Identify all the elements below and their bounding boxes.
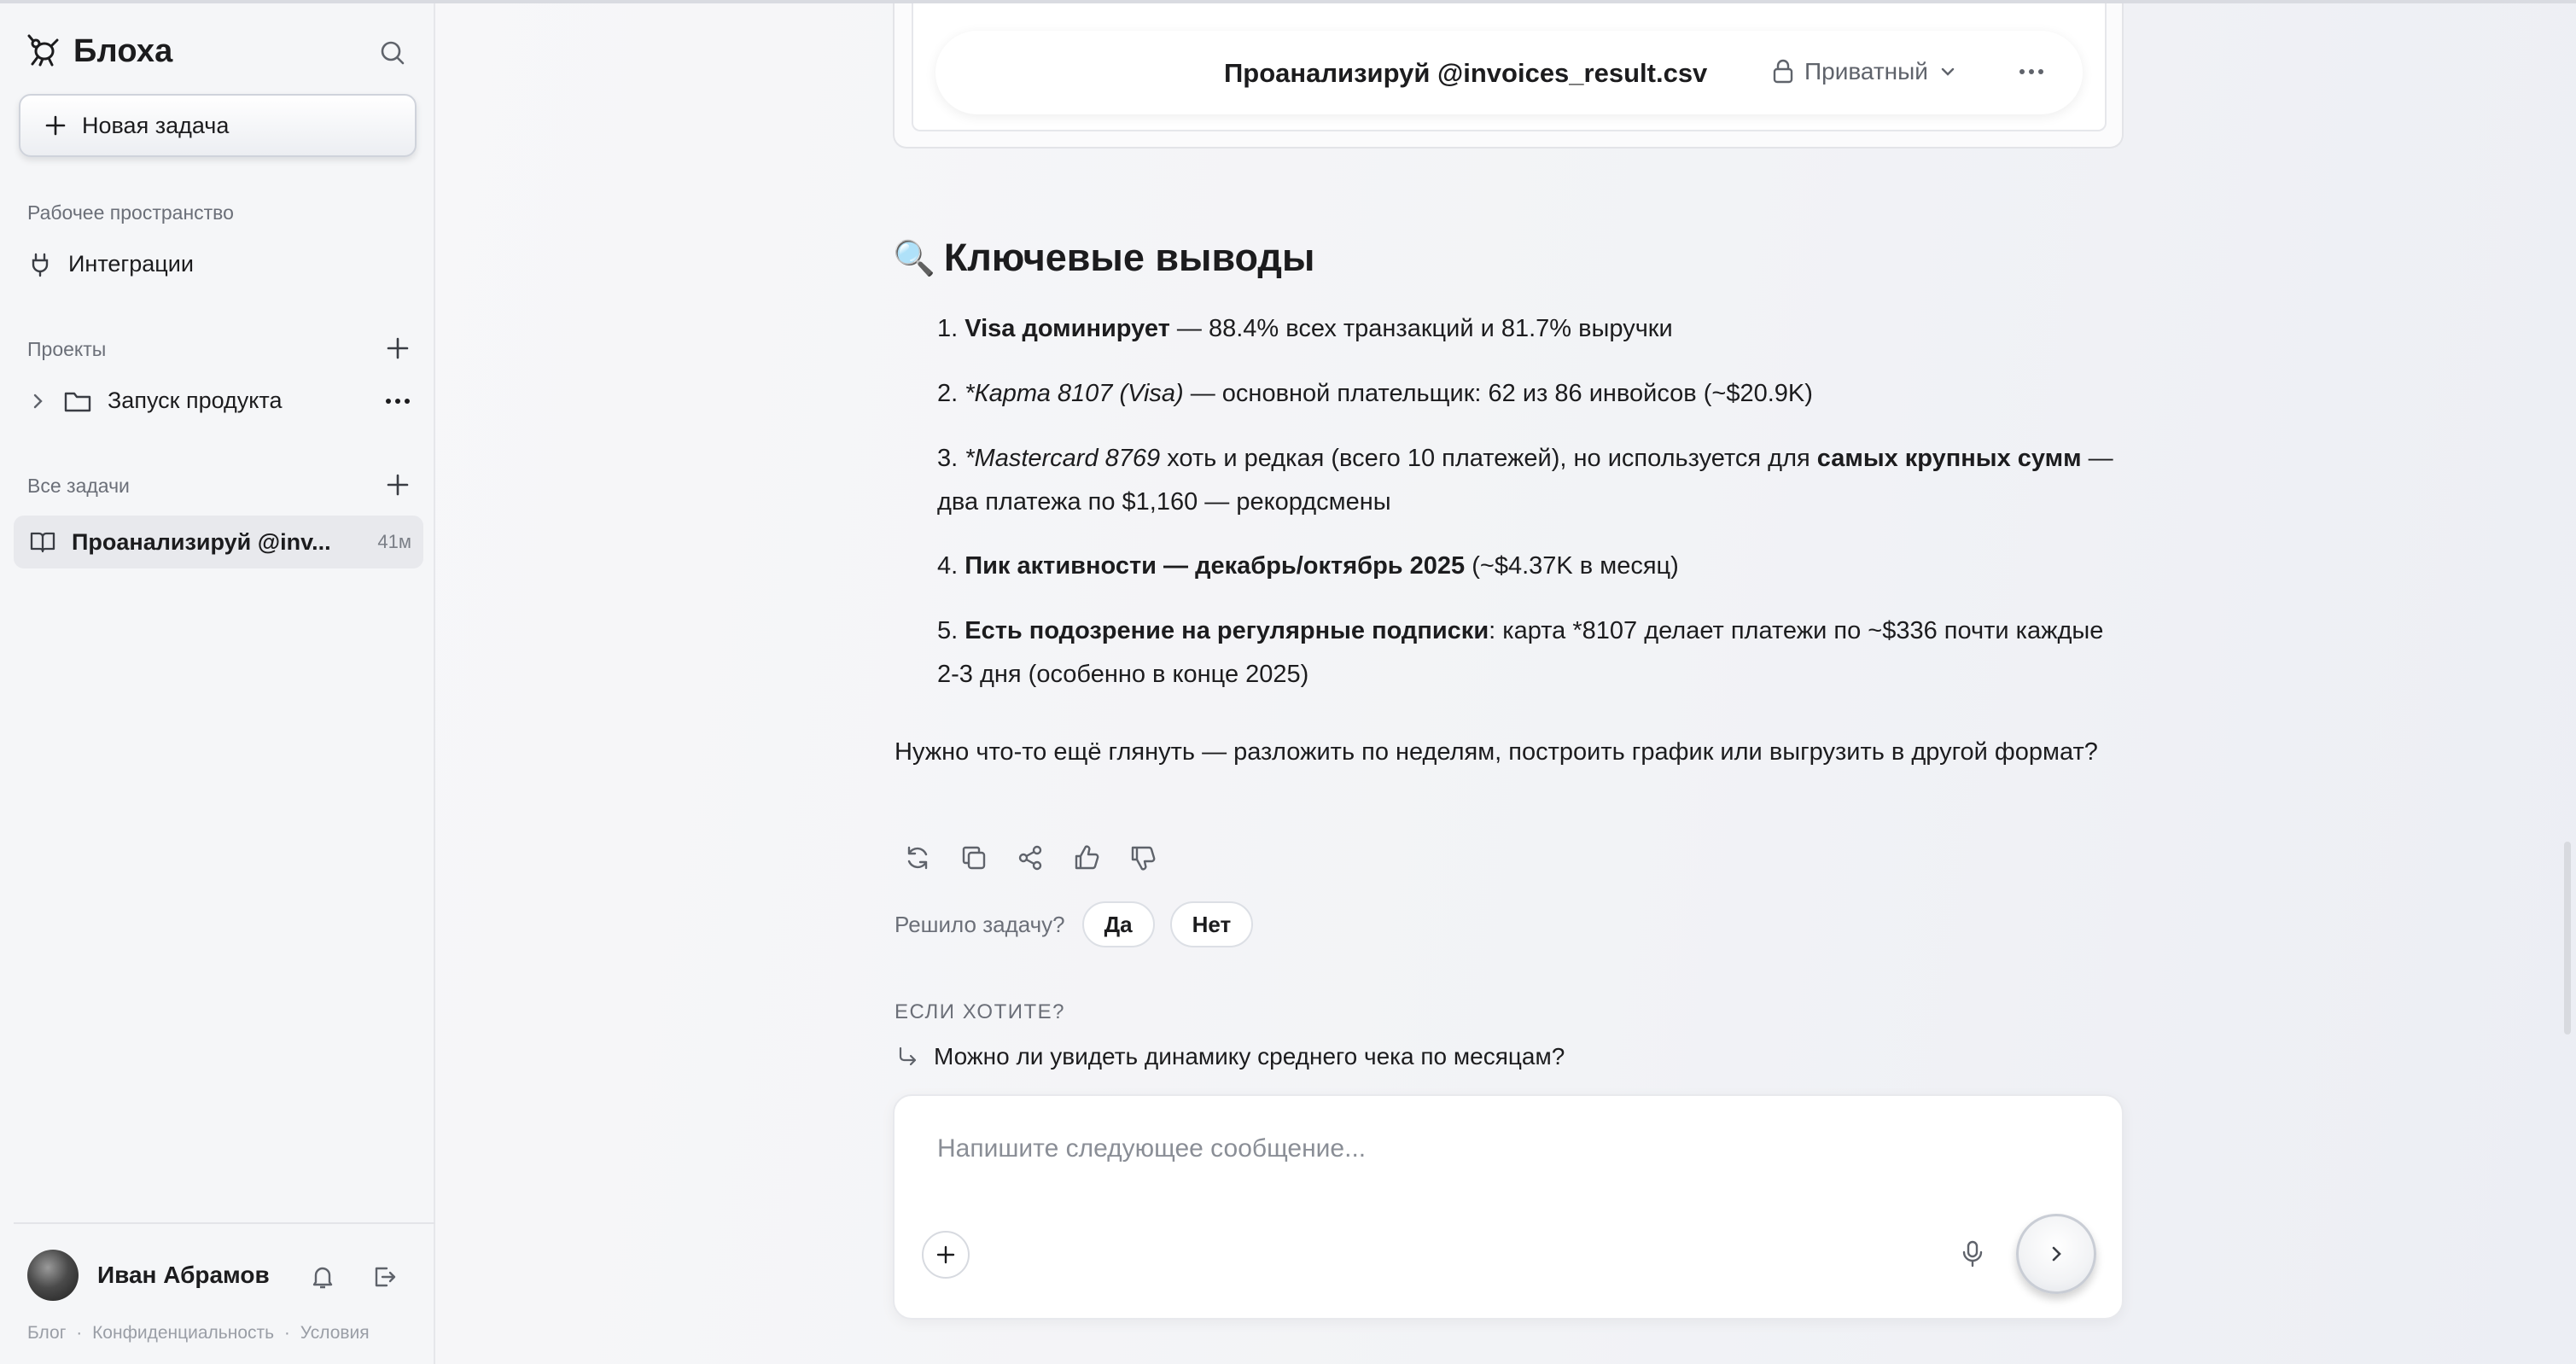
list-text: (~$4.37K в месяц) [1465, 552, 1679, 580]
new-task-button[interactable] [19, 94, 417, 157]
list-number: 1. [937, 315, 959, 342]
thumbs-up-icon[interactable] [1072, 843, 1101, 872]
heading-text: Ключевые выводы [943, 236, 1315, 279]
sidebar-divider [14, 1222, 449, 1224]
more-horizontal-icon [2018, 61, 2045, 82]
refresh-icon[interactable] [903, 843, 932, 872]
logout-icon [370, 1263, 398, 1291]
scrollbar-thumb[interactable] [2564, 842, 2571, 1035]
microphone-icon [1960, 1239, 1985, 1268]
plus-icon [384, 471, 411, 498]
notifications-button[interactable] [309, 1263, 336, 1295]
user-profile[interactable] [27, 1250, 270, 1301]
feedback-question: Решило задачу? [895, 911, 1065, 937]
task-title: Проанализируй @inv... [72, 528, 331, 555]
attach-button[interactable] [922, 1231, 970, 1279]
sidebar-item-project-launch[interactable] [27, 388, 282, 414]
list-bold: Visa доминирует [965, 315, 1170, 342]
chevron-right-icon [27, 391, 48, 411]
list-text: : карта *8107 делает платежи по ~$336 почти каждые 2-3 дня (особенно в конце 2025) [937, 617, 2104, 688]
header-more-button[interactable] [2018, 61, 2045, 86]
list-italic: *Карта 8107 (Visa) [965, 380, 1184, 407]
chat-title[interactable]: Проанализируй @invoices_result.csv [1224, 58, 1708, 88]
list-text: хоть и редкая (всего 10 платежей), но используется для [1160, 445, 1817, 472]
privacy-label: Приватный [1804, 58, 1928, 85]
thumbs-down-icon[interactable] [1128, 843, 1157, 872]
add-task-button[interactable] [384, 471, 411, 498]
message-actions [903, 843, 1157, 872]
book-icon [29, 530, 56, 554]
list-item [937, 307, 2124, 351]
sidebar-task-item[interactable] [14, 516, 423, 568]
list-italic: *Mastercard 8769 [965, 445, 1161, 472]
list-number: 3. [937, 445, 959, 472]
footer-separator: · [76, 1323, 83, 1343]
brand[interactable] [26, 32, 172, 71]
reply-arrow-icon [896, 1046, 918, 1068]
avatar [27, 1250, 79, 1301]
list-number: 4. [937, 552, 959, 580]
list-text: — 88.4% всех транзакций и 81.7% выручки [1169, 315, 1673, 342]
list-item [937, 372, 2124, 416]
list-item [937, 609, 2124, 697]
task-time: 41м [377, 531, 411, 552]
closing-paragraph: Нужно что-то ещё глянуть — разложить по неделям, построить график или выгрузить в другой формат? [895, 738, 2098, 766]
footer-link-terms[interactable]: Условия [300, 1323, 370, 1343]
sidebar-item-integrations[interactable] [27, 251, 194, 277]
sidebar [0, 3, 435, 1364]
feedback-yes-button[interactable]: Да [1082, 901, 1155, 947]
share-icon[interactable] [1016, 843, 1045, 872]
section-heading [893, 236, 1314, 280]
search-button[interactable] [376, 36, 410, 70]
suggestion-text: Можно ли увидеть динамику среднего чека по месяцам? [934, 1043, 1565, 1070]
more-horizontal-icon [384, 391, 411, 411]
chevron-down-icon [1938, 62, 1957, 81]
footer-separator: · [283, 1323, 290, 1343]
sidebar-item-label: Запуск продукта [108, 388, 283, 413]
user-name: Иван Абрамов [97, 1262, 270, 1288]
plus-icon [44, 114, 67, 137]
sidebar-item-label: Интеграции [68, 251, 194, 277]
plus-icon [935, 1244, 957, 1266]
magnifier-emoji-icon: 🔍 [893, 239, 935, 277]
lock-icon [1772, 59, 1794, 85]
workspace-section-title: Рабочее пространство [27, 201, 234, 224]
list-number: 5. [937, 617, 959, 644]
search-icon [376, 36, 410, 70]
microphone-button[interactable] [1960, 1239, 1985, 1273]
list-text: — основной плательщик: 62 из 86 инвойсов (~$20.9K) [1183, 380, 1813, 407]
list-bold: Пик активности — декабрь/октябрь 2025 [965, 552, 1466, 580]
list-bold: Есть подозрение на регулярные подписки [965, 617, 1489, 644]
projects-section-title: Проекты [27, 338, 107, 360]
logout-button[interactable] [370, 1263, 398, 1295]
list-item [937, 545, 2124, 588]
add-project-button[interactable] [384, 335, 411, 362]
feedback-no-button[interactable]: Нет [1170, 901, 1254, 947]
tasks-section-title: Все задачи [27, 475, 130, 497]
feedback-row [895, 901, 1253, 947]
send-button[interactable] [2016, 1214, 2096, 1294]
list-bold: самых крупных сумм [1816, 445, 2082, 472]
send-chevron-icon [2045, 1243, 2067, 1265]
copy-icon[interactable] [959, 843, 988, 872]
list-item [937, 437, 2124, 524]
project-more-button[interactable] [384, 391, 411, 416]
list-number: 2. [937, 380, 959, 407]
list-text: — два платежа по $1,160 — рекордсмены [937, 445, 2113, 516]
suggestion-item[interactable] [896, 1043, 1565, 1070]
bell-icon [309, 1263, 336, 1291]
footer-links [27, 1323, 375, 1344]
brand-name: Блоха [73, 33, 173, 69]
plus-icon [384, 335, 411, 362]
footer-link-blog[interactable]: Блог [27, 1323, 67, 1343]
message-input[interactable] [935, 1128, 1963, 1169]
footer-link-privacy[interactable]: Конфиденциальность [92, 1323, 275, 1343]
privacy-selector[interactable] [1772, 58, 1957, 85]
flea-logo-icon [26, 32, 60, 71]
folder-icon [63, 388, 92, 414]
plug-icon [27, 252, 53, 277]
suggestions-title: ЕСЛИ ХОТИТЕ? [895, 1000, 1066, 1023]
new-task-label: Новая задача [82, 112, 230, 138]
